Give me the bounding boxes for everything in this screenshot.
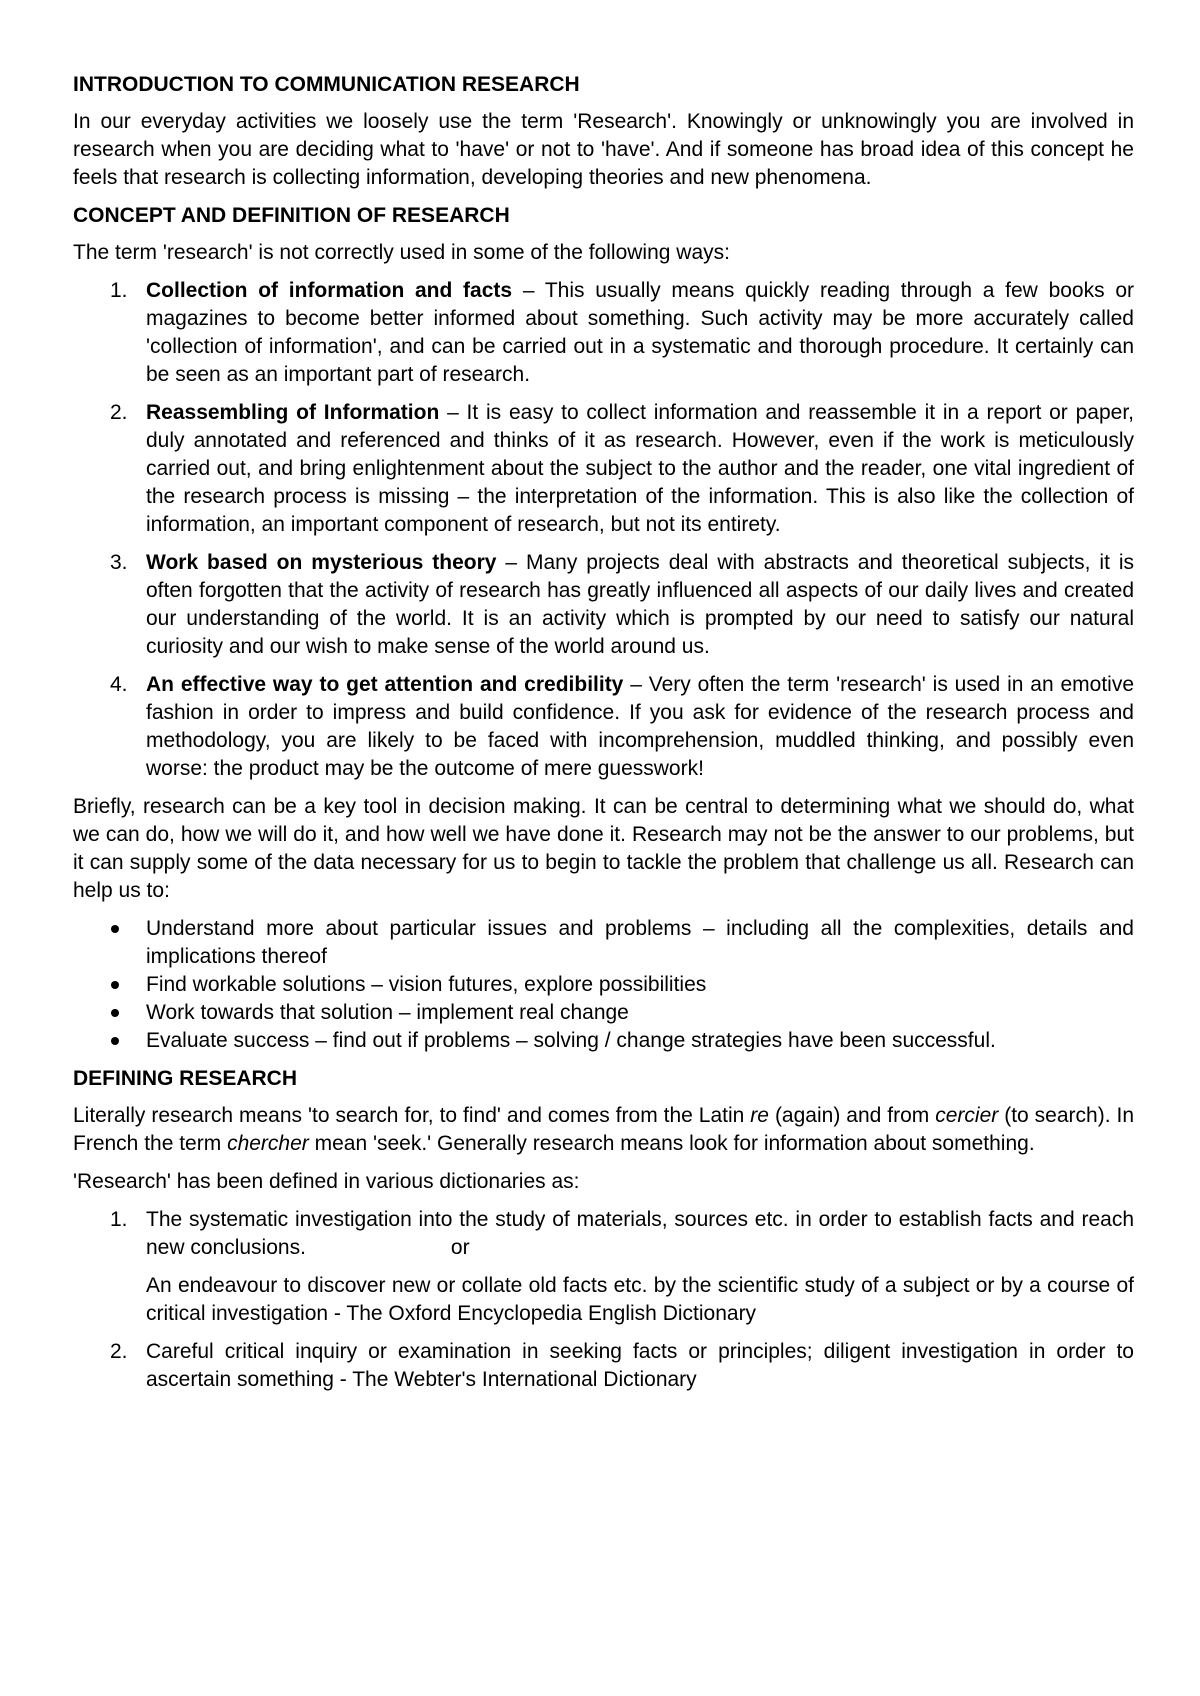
bullet-item	[73, 1027, 1134, 1055]
list-item-text: – This usually means quickly reading through a few books or magazines to become better informed about something. Such activity may be more accurately called 'collection of information', and can be carried out in a systematic and thorough procedure. It certainly can be seen as an important part of research.	[146, 279, 1135, 386]
defining-text: (to search). In French the term	[73, 1104, 1135, 1155]
list-item-text: – Very often the term 'research' is used in an emotive fashion in order to impress and build confidence. If you ask for evidence of the research process and methodology, you are likely to be faced with incomprehension, muddled thinking, and possibly even worse: the product may be the outcome of mere guesswork!	[146, 673, 1135, 780]
list-item-term: An effective way to get attention and credibility	[146, 673, 624, 696]
bullet-item	[73, 915, 1134, 971]
definition-item	[73, 1206, 1134, 1328]
list-item	[73, 277, 1134, 389]
defining-text: Literally research means 'to search for, to find' and comes from the Latin	[73, 1104, 751, 1127]
defining-text: mean 'seek.' Generally research means look for information about something.	[308, 1132, 1035, 1155]
bullet-item	[73, 999, 1134, 1027]
definition-text: Careful critical inquiry or examination in seeking facts or principles; diligent investigation in order to ascertain something - The Webter's International Dictionary	[146, 1340, 1134, 1391]
definition-alt-text: An endeavour to discover new or collate old facts etc. by the scientific study of a subject or by a course of critical investigation - The Oxford Encyclopedia English Dictionary	[146, 1274, 1134, 1325]
benefits-list	[73, 915, 1134, 1055]
list-item-term: Collection of information and facts	[146, 279, 513, 302]
intro-paragraph: In our everyday activities we loosely use the term 'Research'. Knowingly or unknowingly you are involved in research when you are deciding what to 'have' or not to 'have'. And if someone has broad idea of this concept he feels that research is collecting information, developing theories and new phenomena.	[73, 110, 1134, 189]
bullet-text: Understand more about particular issues and problems – including all the complexities, details and implications thereof	[146, 917, 1134, 968]
list-item	[73, 671, 1134, 783]
french-term: chercher	[227, 1132, 309, 1155]
definitions-lead: 'Research' has been defined in various dictionaries as:	[73, 1170, 580, 1193]
bullet-text: Evaluate success – find out if problems – solving / change strategies have been successful.	[146, 1029, 996, 1052]
latin-term: cercier	[935, 1104, 999, 1127]
bullet-item	[73, 971, 1134, 999]
bullet-icon	[111, 981, 119, 989]
list-item-text: – It is easy to collect information and reassemble it in a report or paper, duly annotated and referenced and thinks of it as research. However, even if the work is meticulously carried out, and bring enlightenment about the subject to the author and the reader, one vital ingredient of the research process is missing – the interpretation of the information. This is also like the collection of information, an important component of research, but not its entirety.	[146, 401, 1134, 536]
or-word: or	[450, 1236, 470, 1259]
list-number: 2.	[110, 1340, 128, 1363]
list-number: 1.	[110, 279, 128, 302]
list-item-text: – Many projects deal with abstracts and theoretical subjects, it is often forgotten that the activity of research has greatly influenced all aspects of our daily lives and created our understanding of the world. It is an activity which is prompted by our need to satisfy our natural curiosity and our wish to make sense of the world around us.	[146, 551, 1135, 658]
list-item-term: Work based on mysterious theory	[146, 551, 497, 574]
concept-heading: CONCEPT AND DEFINITION OF RESEARCH	[73, 204, 510, 227]
intro-heading: INTRODUCTION TO COMMUNICATION RESEARCH	[73, 73, 580, 96]
defining-text: (again) and from	[768, 1104, 936, 1127]
bullet-icon	[111, 1037, 119, 1045]
list-item-term: Reassembling of Information	[146, 401, 440, 424]
defining-heading: DEFINING RESEARCH	[73, 1067, 298, 1090]
definitions-list	[73, 1206, 1134, 1394]
latin-term: re	[750, 1104, 769, 1127]
definition-item	[73, 1338, 1134, 1394]
bullet-icon	[111, 1009, 119, 1017]
definition-text: The systematic investigation into the study of materials, sources etc. in order to establish facts and reach new conclusions.	[146, 1208, 1134, 1259]
list-number: 2.	[110, 401, 128, 424]
list-number: 3.	[110, 551, 128, 574]
list-item	[73, 399, 1134, 539]
list-item	[73, 549, 1134, 661]
bullet-text: Work towards that solution – implement real change	[146, 1001, 629, 1024]
misuse-list	[73, 277, 1134, 783]
list-number: 4.	[110, 673, 128, 696]
list-number: 1.	[110, 1208, 128, 1231]
defining-paragraph	[73, 1102, 1134, 1158]
summary-paragraph: Briefly, research can be a key tool in decision making. It can be central to determining what we should do, what we can do, how we will do it, and how well we have done it. Research may not be the answer to our problems, but it can supply some of the data necessary for us to begin to tackle the problem that challenge us all. Research can help us to:	[73, 795, 1134, 902]
bullet-text: Find workable solutions – vision futures, explore possibilities	[146, 973, 707, 996]
concept-lead: The term 'research' is not correctly used in some of the following ways:	[73, 241, 730, 264]
bullet-icon	[111, 925, 119, 933]
